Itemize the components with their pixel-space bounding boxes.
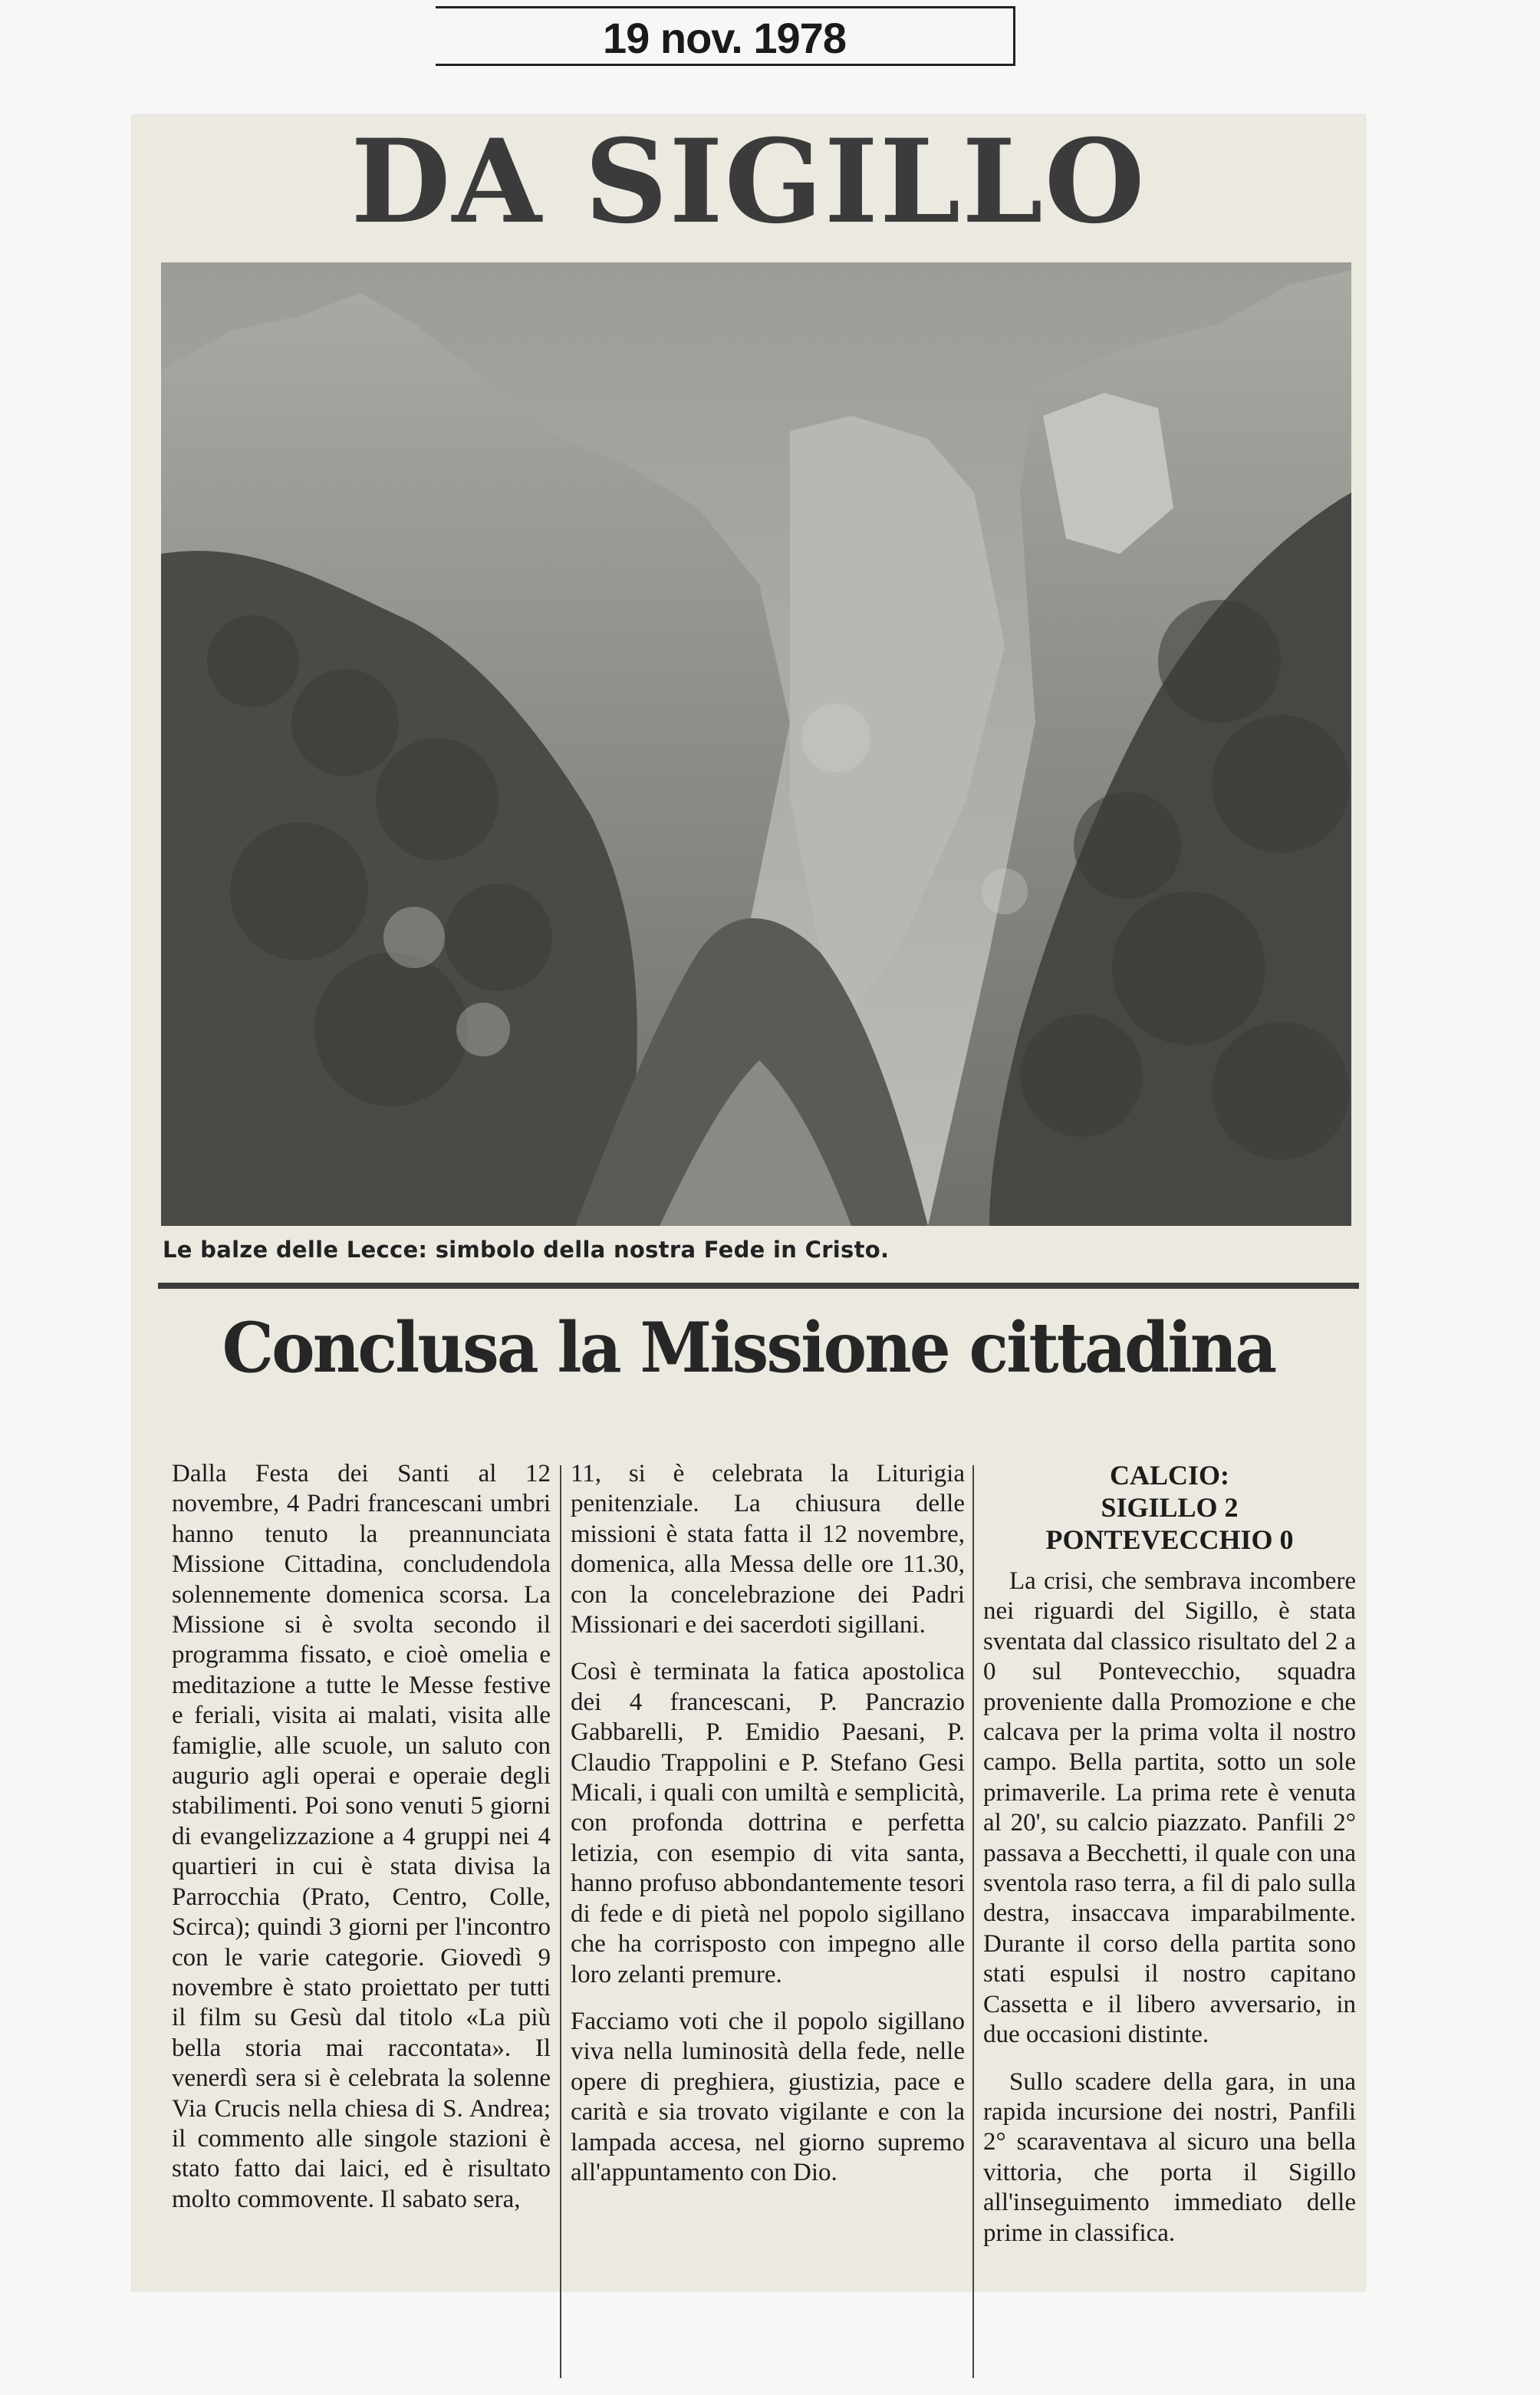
sports-column [983, 1459, 1356, 2265]
paragraph: Dalla Festa dei Santi al 12 novembre, 4 Padri francescani umbri hanno tenuto la preannunciata Missione Cittadina, concludendola solennemente domenica scorsa. La Missione si è svolta secondo il programma fissato, e cioè omelia e meditazione a tutte le Messe festive e feriali, visita ai malati, visita alle famiglie, alle scuole, un saluto con augurio agli operai e operaie degli stabilimenti. Poi sono venuti 5 giorni di evangelizzazione a 4 gruppi nei 4 quartieri in cui è stata divisa la Parrocchia (Prato, Centro, Colle, Scirca); quindi 3 giorni per l'incontro con le varie categorie. Giovedì 9 novembre è stato proiettato per tutti il film su Gesù dal titolo «La più bella storia mai raccontata». Il venerdì sera si è celebrata la solenne Via Crucis nella chiesa di S. Andrea; il commento alle singole stazioni è stato fatto dai laici, ed è risultato molto commovente. Il sabato sera, [172, 1460, 551, 2213]
paragraph: Così è terminata la fatica apostolica dei 4 francescani, P. Pancrazio Gabbarelli, P. Emidio Paesani, P. Claudio Trappolini e P. Stefano Gesi Micali, i quali con umiltà e semplicità, con profonda dottrina e perfetta letizia, con esempio di vita santa, hanno profuso abbondantemente tesori di fede e di pietà nel popolo sigillano che ha corrisposto con impegno alle loro zelanti premure. [571, 1658, 965, 1988]
column-divider [560, 1465, 561, 2378]
article-column-2 [571, 1459, 965, 2205]
paragraph: 11, si è celebrata la Liturigia penitenziale. La chiusura delle missioni è stata fatta il 12 novembre, domenica, alla Messa delle ore 11.30, con la concelebrazione dei Padri Missionari e dei sacerdoti sigillani. [571, 1460, 965, 1639]
section-title: DA SIGILLO [350, 114, 1147, 249]
sports-heading [983, 1459, 1356, 1556]
photo-illustration [161, 262, 1351, 1226]
article-column-1 [172, 1459, 551, 2232]
newspaper-clipping [132, 115, 1365, 2291]
sports-heading-line: CALCIO: [1109, 1460, 1229, 1491]
column-divider [972, 1465, 974, 2378]
photo-caption: Le balze delle Lecce: simbolo della nostra Fede in Cristo. [163, 1237, 890, 1263]
paragraph: Facciamo voti che il popolo sigillano viva nella luminosità della fede, nelle opere di preghiera, giustizia, pace e carità e sia trovato vigilante e con la lampada accesa, nel giorno supremo all'appuntamento con Dio. [571, 2007, 965, 2186]
paragraph: Sullo scadere della gara, in una rapida incursione dei nostri, Panfili 2° scaraventava al sicuro una bella vittoria, che porta il Sigillo all'inseguimento immediato delle prime in classifica. [983, 2067, 1356, 2247]
divider-rule [158, 1283, 1359, 1289]
sports-heading-line: SIGILLO 2 [1101, 1492, 1239, 1523]
paragraph: La crisi, che sembrava incombere nei riguardi del Sigillo, è stata sventata dal classico risultato del 2 a 0 sul Pontevecchio, squadra proveniente dalla Promozione e che calcava per la prima volta il nostro campo. Bella partita, sotto un sole primaverile. La prima rete è venuta al 20', su calcio piazzato. Panfili 2° passava a Becchetti, il quale con una sventola raso terra, a fil di palo sulla destra, insaccava imparabilmente. Durante il corso della partita sono stati espulsi il nostro capitano Cassetta e il libero avversario, in due occasioni distinte. [983, 1567, 1356, 2049]
article-headline: Conclusa la Missione cittadina [222, 1307, 1275, 1389]
sports-heading-line: PONTEVECCHIO 0 [1045, 1524, 1294, 1555]
date-stamp [436, 6, 1015, 66]
mountain-gorge-photo [161, 262, 1351, 1226]
date-stamp-text: 19 nov. 1978 [603, 14, 846, 62]
